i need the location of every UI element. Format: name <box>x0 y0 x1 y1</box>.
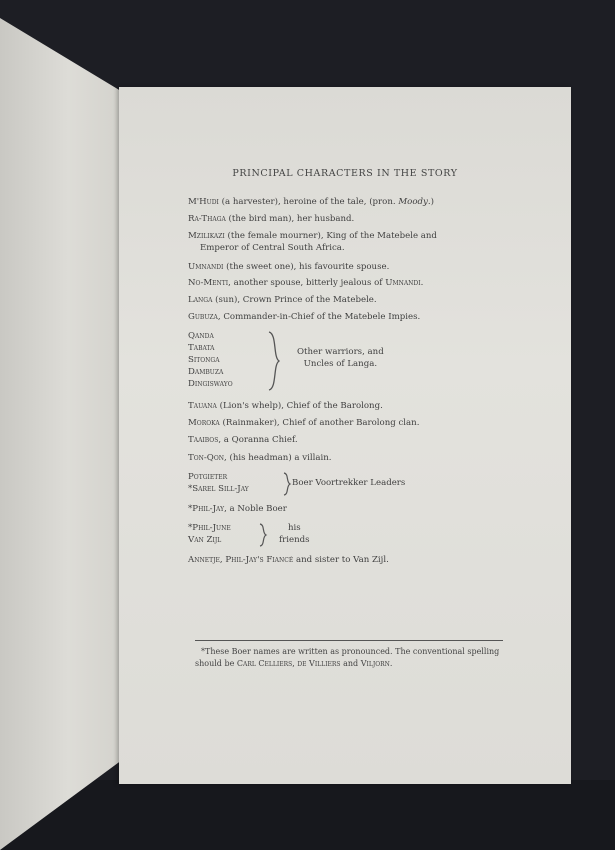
character-entry <box>188 230 528 254</box>
character-desc: , a Qoranna Chief. <box>218 435 298 445</box>
boers-list <box>188 471 249 495</box>
warriors-list <box>188 330 233 390</box>
character-entry <box>188 294 528 306</box>
character-desc: , Commander-in-Chief of the Matebele Impies. <box>217 312 421 322</box>
entry-tail: . <box>386 555 389 565</box>
warrior-name: Qanda <box>188 331 214 341</box>
character-entry <box>188 213 528 225</box>
character-name: Gubuza <box>188 312 218 322</box>
character-name: Annetje <box>188 555 220 565</box>
footnote-name: Viljorn <box>360 659 390 668</box>
footnote <box>195 646 505 670</box>
book-page <box>119 87 571 784</box>
footnote-sep: and <box>340 659 361 668</box>
character-name: Umnandi <box>188 262 224 272</box>
character-name: Tauana <box>188 401 217 411</box>
footnote-text: *These Boer names are written as pronounced. The conventional spelling should be <box>195 647 500 668</box>
footnote-sep: , <box>292 659 298 668</box>
boer-name: Potgieter <box>188 472 228 482</box>
character-ref: Umnandi <box>385 278 421 288</box>
friends-note <box>279 522 310 546</box>
character-desc: and sister to <box>293 555 354 565</box>
left-page <box>0 18 124 850</box>
character-name: M'Hudi <box>188 197 219 207</box>
character-entry <box>188 277 528 289</box>
character-desc: (the female mourner), King of the Matebele and <box>224 231 437 241</box>
warrior-name: Tabata <box>188 343 215 353</box>
warriors-note-line: Other warriors, and <box>297 347 384 357</box>
entry-sep: , <box>219 555 226 565</box>
warriors-note <box>297 346 384 370</box>
friends-list <box>188 522 231 546</box>
pronunciation: Moody <box>398 197 428 207</box>
character-ref: Van Zijl <box>353 555 387 565</box>
brace-icon <box>282 472 292 496</box>
character-entry <box>188 452 528 464</box>
character-ref: Phil-Jay's Fiancé <box>225 555 294 565</box>
character-entry <box>188 554 528 566</box>
character-entry <box>188 434 528 446</box>
footnote-divider <box>195 640 503 641</box>
character-desc: , a Noble Boer <box>224 504 287 514</box>
character-name: Langa <box>188 295 213 305</box>
footnote-name: Carl Celliers <box>236 659 293 668</box>
character-name: *Phil-Jay <box>188 504 225 514</box>
character-desc: , another spouse, bitterly jealous of <box>228 278 386 288</box>
character-entry <box>188 196 528 208</box>
page-heading: PRINCIPAL CHARACTERS IN THE STORY <box>232 168 458 179</box>
friend-name: *Phil-June <box>188 523 231 533</box>
friends-note-line: his <box>287 523 301 533</box>
warriors-note-line: Uncles of Langa. <box>303 359 378 369</box>
character-name: Ton-Qon <box>188 453 225 463</box>
entry-tail: . <box>420 278 424 288</box>
character-entry <box>188 400 528 412</box>
footnote-end: . <box>389 659 393 668</box>
boers-note: Boer Voortrekker Leaders <box>292 478 406 488</box>
character-desc: (Lion's whelp), Chief of the Barolong. <box>216 401 383 411</box>
warrior-name: Sitonga <box>188 355 220 365</box>
character-desc: , (his headman) a villain. <box>224 453 332 463</box>
character-desc: (Rainmaker), Chief of another Barolong clan. <box>219 418 420 428</box>
character-desc: (a harvester), heroine of the tale, (pron. <box>218 197 399 207</box>
warrior-name: Dambuza <box>188 367 224 377</box>
footnote-name: de Villiers <box>297 659 341 668</box>
character-desc: (the sweet one), his favourite spouse. <box>223 262 390 272</box>
character-name: Ra-Thaga <box>188 214 226 224</box>
character-entry <box>188 311 528 323</box>
brace-icon <box>258 523 268 547</box>
character-name: Mzilikazi <box>188 231 225 241</box>
character-name: Moroka <box>188 418 220 428</box>
entry-tail: .) <box>427 197 434 207</box>
character-entry <box>188 417 528 429</box>
background <box>0 780 615 850</box>
warrior-name: Dingiswayo <box>188 379 233 389</box>
character-name: No-Menti <box>188 278 229 288</box>
friend-name: Van Zijl <box>188 535 222 545</box>
character-name: Taaibos <box>188 435 219 445</box>
boer-name: *Sarel Sill-Jay <box>188 484 249 494</box>
character-entry <box>188 503 528 515</box>
friends-note-line: friends <box>279 535 310 545</box>
character-entry <box>188 261 528 273</box>
character-desc: (the bird man), her husband. <box>225 214 355 224</box>
character-desc: (sun), Crown Prince of the Matebele. <box>212 295 377 305</box>
character-desc-line2: Emperor of Central South Africa. <box>200 243 345 253</box>
brace-icon <box>267 331 281 391</box>
